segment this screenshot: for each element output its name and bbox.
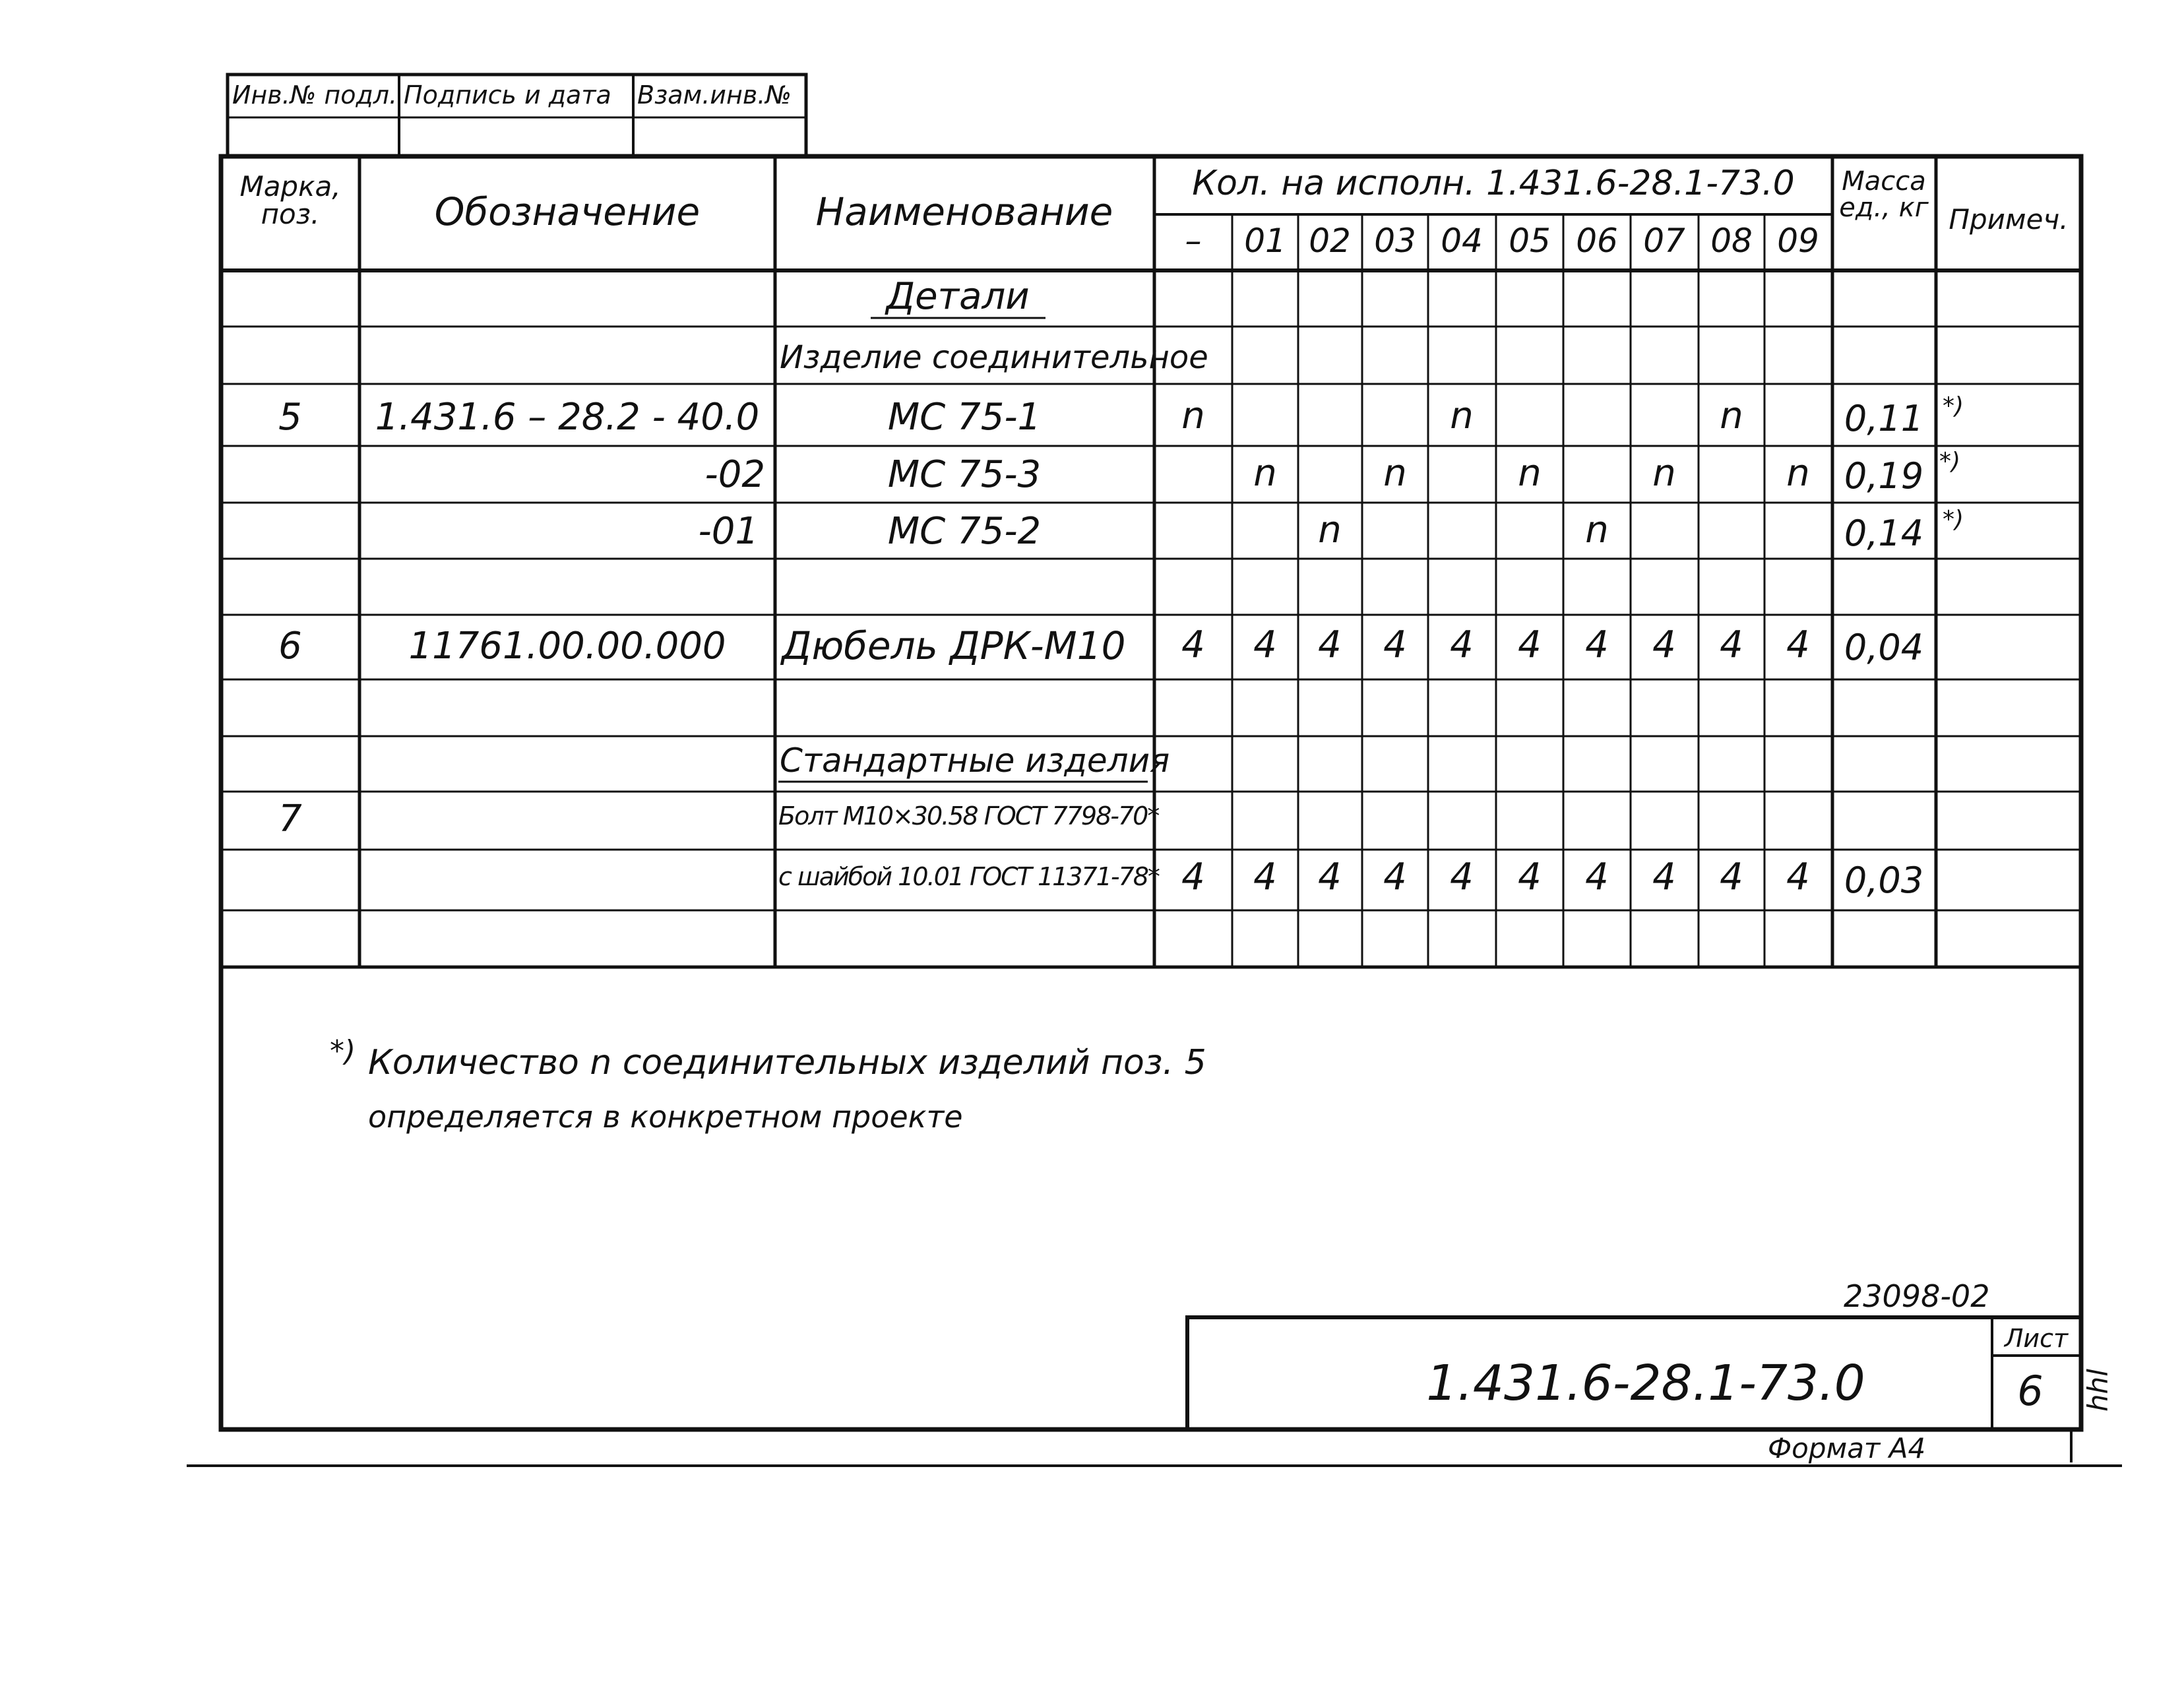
header-designation: Обозначение [434,189,701,234]
header-note: Примеч. [1949,203,2069,235]
row-mark: 6 [278,625,302,668]
qty-cell: 4 [1181,856,1205,898]
qty-cell: 4 [1720,856,1743,898]
header-qty-group: Кол. на исполн. 1.431.6-28.1-73.0 [1192,164,1795,203]
mass-cell: 0,03 [1844,860,1924,901]
qty-cell: 4 [1518,623,1542,666]
header-mass: Масса ед., кг [1839,166,1929,223]
qty-col-header: 07 [1643,222,1685,260]
side-code: hhl [2082,1369,2114,1412]
mass-cell: 0,19 [1844,455,1924,497]
header-mark: Марка, поз. [239,170,341,230]
qty-cell: 4 [1383,623,1407,666]
qty-col-header: 08 [1710,222,1753,260]
qty-cell: n [1720,394,1743,437]
section-title-standard: Стандартные изделия [780,741,1170,780]
row-name: Изделие соединительное [780,339,1208,376]
document-code: 1.431.6-28.1-73.0 [1426,1355,1865,1412]
stamp-sign-label: Подпись и дата [404,80,611,110]
row-name: Дюбель ДРК-М10 [782,623,1126,668]
qty-cell: 4 [1786,623,1810,666]
note-cell: *) [1943,506,1964,533]
qty-cell: n [1652,452,1676,495]
qty-col-header: 09 [1777,222,1819,260]
row-name: МС 75-3 [887,453,1042,496]
row-name: МС 75-2 [887,510,1042,553]
qty-cell: 4 [1720,623,1743,666]
qty-cell: 4 [1652,623,1676,666]
qty-col-header: 04 [1441,222,1483,260]
qty-cell: 4 [1518,856,1542,898]
stamp-inv-label: Инв.№ подл. [232,80,398,110]
qty-col-header: – [1185,222,1202,260]
qty-cell: 4 [1181,623,1205,666]
mass-cell: 0,14 [1844,513,1924,554]
sheet-label: Лист [2004,1324,2069,1353]
qty-cell: 4 [1652,856,1676,898]
qty-cell: n [1383,452,1407,495]
row-mark: 7 [278,798,302,840]
qty-cell: 4 [1450,623,1474,666]
qty-cell: 4 [1383,856,1407,898]
row-name: Болт М10×30.58 ГОСТ 7798-70* [778,801,1159,830]
qty-cell: n [1318,509,1342,551]
stamp-replace-label: Взам.инв.№ [637,80,792,110]
row-mark: 5 [278,396,302,439]
mass-cell: 0,04 [1844,627,1924,668]
qty-cell: 4 [1585,856,1609,898]
qty-cell: n [1450,394,1474,437]
qty-cell: 4 [1318,623,1342,666]
row-name: МС 75-1 [887,396,1042,439]
qty-cell: 4 [1450,856,1474,898]
row-designation: -02 [704,453,765,496]
footnote-line-2: определяется в конкретном проекте [368,1099,963,1135]
archive-number: 23098-02 [1844,1278,1990,1314]
qty-cell: 4 [1786,856,1810,898]
qty-col-header: 02 [1309,222,1351,260]
sheet-number: 6 [2017,1367,2044,1415]
qty-col-header: 06 [1576,222,1618,260]
note-cell: *) [1943,392,1964,420]
note-cell: *) [1939,448,1961,475]
row-designation: 11761.00.00.000 [408,625,726,668]
qty-cell: n [1786,452,1810,495]
footnote-line-1: Количество n соединительных изделий поз. 5 [368,1043,1206,1082]
row-designation: -01 [698,510,759,553]
qty-col-header: 01 [1244,222,1286,260]
qty-cell: n [1518,452,1542,495]
section-title-details: Детали [886,275,1030,318]
qty-cell: 4 [1253,856,1277,898]
footnote-marker: *) [330,1034,356,1068]
format-label: Формат А4 [1768,1432,1926,1464]
row-name: с шайбой 10.01 ГОСТ 11371-78* [778,862,1159,891]
qty-col-header: 03 [1374,222,1416,260]
qty-cell: n [1181,394,1205,437]
mass-cell: 0,11 [1844,398,1924,439]
qty-cell: n [1585,509,1609,551]
header-name: Наименование [815,189,1113,234]
qty-cell: 4 [1318,856,1342,898]
qty-cell: n [1253,452,1277,495]
row-designation: 1.431.6 – 28.2 - 40.0 [375,396,760,439]
qty-col-header: 05 [1509,222,1551,260]
qty-cell: 4 [1253,623,1277,666]
qty-cell: 4 [1585,623,1609,666]
